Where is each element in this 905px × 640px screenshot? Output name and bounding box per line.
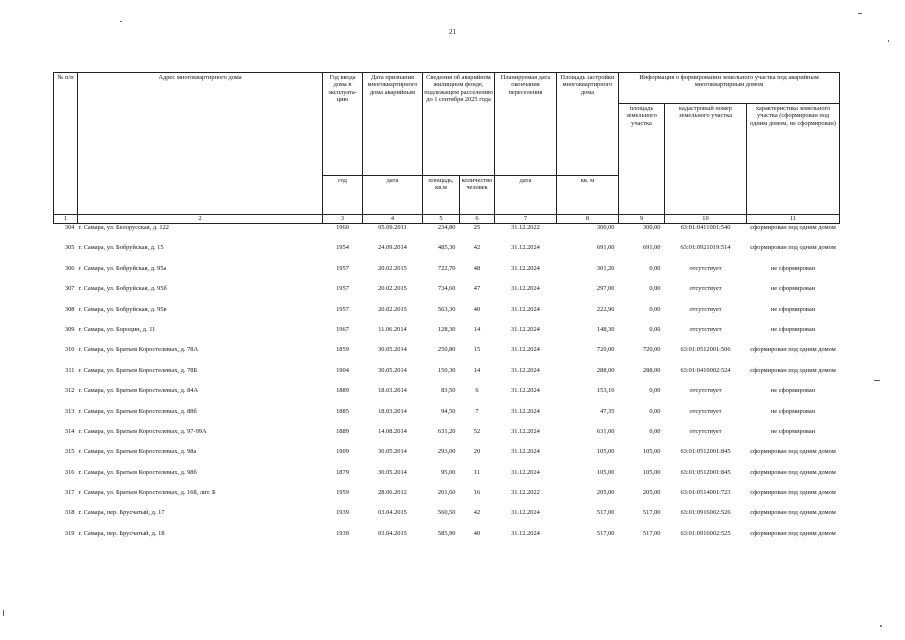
row-year-built: 1859 xyxy=(336,346,349,354)
row-date-recognized: 30.05.2014 xyxy=(378,468,407,476)
row-address: г. Самара, ул. Белорусская, д. 122 xyxy=(78,224,169,231)
header-no: № п/п xyxy=(54,73,78,215)
row-people: 14 xyxy=(473,325,481,333)
row-land-characteristic: сформирован под одним домом xyxy=(750,509,836,517)
row-land-area: 0,00 xyxy=(649,264,661,272)
table-row xyxy=(54,346,840,366)
column-number: 10 xyxy=(665,215,747,224)
row-number: 309 xyxy=(64,325,75,333)
table-row xyxy=(54,428,840,448)
column-number: 9 xyxy=(619,215,665,224)
row-planned-end: 31.12.2024 xyxy=(511,468,540,476)
row-planned-end: 31.12.2024 xyxy=(511,285,540,293)
row-year-built: 1909 xyxy=(336,448,349,456)
row-land-characteristic: сформирован под одним домом xyxy=(750,346,836,354)
row-year-built: 1960 xyxy=(336,224,349,231)
row-planned-end: 31.12.2024 xyxy=(511,366,540,374)
row-area: 83,50 xyxy=(441,387,456,395)
column-number: 2 xyxy=(78,215,323,224)
row-land-characteristic: сформирован под одним домом xyxy=(750,244,836,252)
row-year-built: 1885 xyxy=(336,407,349,415)
row-building-area: 105,00 xyxy=(596,468,615,476)
column-number: 1 xyxy=(54,215,78,224)
row-land-characteristic: не сформирован xyxy=(770,264,816,272)
table-body xyxy=(54,224,840,551)
row-area: 128,30 xyxy=(437,325,456,333)
row-land-characteristic: не сформирован xyxy=(770,325,816,333)
row-cadastral: отсутствует xyxy=(689,407,722,415)
row-address: г. Самара, ул. Бобруйская, д. 15 xyxy=(78,244,164,252)
row-cadastral: 63:01:0916002:525 xyxy=(680,529,731,537)
row-land-area: 288,00 xyxy=(642,366,661,374)
row-year-built: 1957 xyxy=(336,285,349,293)
row-area: 722,70 xyxy=(437,264,456,272)
row-land-area: 0,00 xyxy=(649,285,661,293)
row-year-built: 1959 xyxy=(336,489,349,497)
row-number: 307 xyxy=(64,285,75,293)
row-date-recognized: 20.02.2015 xyxy=(378,285,407,293)
row-address: г. Самара, ул. Бобруйская, д. 95б xyxy=(78,285,167,293)
row-planned-end: 31.12.2024 xyxy=(511,264,540,272)
row-year-built: 1967 xyxy=(336,325,349,333)
row-planned-end: 31.12.2022 xyxy=(511,489,540,497)
scan-speck xyxy=(858,13,862,14)
column-number: 5 xyxy=(423,215,460,224)
row-building-area: 205,00 xyxy=(596,489,615,497)
header-unit-date2: дата xyxy=(495,176,557,215)
row-number: 310 xyxy=(64,346,75,354)
row-year-built: 1889 xyxy=(336,387,349,395)
row-cadastral: 63:01:0512001:845 xyxy=(680,468,731,476)
table-row xyxy=(54,509,840,529)
row-date-recognized: 14.08.2014 xyxy=(378,427,407,435)
row-land-characteristic: не сформирован xyxy=(770,285,816,293)
scan-speck xyxy=(120,21,122,22)
row-people: 52 xyxy=(473,427,481,435)
row-cadastral: 63:01:0921019:514 xyxy=(680,244,731,252)
row-address: г. Самара, ул. Бороцин, д. 11 xyxy=(78,325,156,333)
row-planned-end: 31.12.2024 xyxy=(511,346,540,354)
row-area: 560,50 xyxy=(437,509,456,517)
row-land-area: 105,00 xyxy=(642,468,661,476)
table-row xyxy=(54,306,840,326)
row-area: 94,50 xyxy=(441,407,456,415)
row-land-area: 105,00 xyxy=(642,448,661,456)
row-number: 306 xyxy=(64,264,75,272)
table-row xyxy=(54,408,840,428)
row-address: г. Самара, ул. Бобруйская, д. 95а xyxy=(78,264,167,272)
row-land-area: 0,00 xyxy=(649,387,661,395)
row-cadastral: отсутствует xyxy=(689,305,722,313)
header-building-area: Площадь застройки многоквартирного дома xyxy=(557,73,619,176)
row-date-recognized: 03.04.2015 xyxy=(378,529,407,537)
row-number: 308 xyxy=(64,305,75,313)
row-land-area: 300,00 xyxy=(642,224,661,231)
row-area: 734,60 xyxy=(437,285,456,293)
row-date-recognized: 30.05.2014 xyxy=(378,346,407,354)
row-address: г. Самара, ул. Братьев Коростелевых, д. 98а xyxy=(78,448,197,456)
row-building-area: 47,35 xyxy=(600,407,615,415)
row-land-area: 0,00 xyxy=(649,427,661,435)
row-people: 16 xyxy=(473,489,481,497)
header-planned-end: Планируемая дата окончания переселения xyxy=(495,73,557,176)
row-date-recognized: 18.03.2014 xyxy=(378,387,407,395)
row-people: 47 xyxy=(473,285,481,293)
row-number: 312 xyxy=(64,387,75,395)
row-building-area: 222,90 xyxy=(596,305,615,313)
row-planned-end: 31.12.2024 xyxy=(511,387,540,395)
header-cadastral: кадастровый номер земельного участка xyxy=(665,104,747,215)
row-land-area: 0,00 xyxy=(649,305,661,313)
row-number: 314 xyxy=(64,427,75,435)
row-area: 563,30 xyxy=(437,305,456,313)
row-planned-end: 31.12.2022 xyxy=(511,224,540,231)
document-sheet xyxy=(53,72,839,550)
row-land-area: 517,00 xyxy=(642,509,661,517)
row-cadastral: отсутствует xyxy=(689,387,722,395)
row-address: г. Самара, ул. Братьев Коростелевых, д. 97-99А xyxy=(78,427,207,435)
table-header xyxy=(54,73,840,224)
table-row xyxy=(54,489,840,509)
table-row xyxy=(54,387,840,407)
header-year-built: Год ввода дома в эксплуата-цию xyxy=(323,73,363,176)
table-row xyxy=(54,448,840,468)
row-year-built: 1889 xyxy=(336,427,349,435)
row-building-area: 720,00 xyxy=(596,346,615,354)
row-cadastral: отсутствует xyxy=(689,325,722,333)
row-date-recognized: 20.02.2015 xyxy=(378,305,407,313)
row-number: 316 xyxy=(64,468,75,476)
row-planned-end: 31.12.2024 xyxy=(511,407,540,415)
row-building-area: 148,30 xyxy=(596,325,615,333)
header-date-recognized: Дата признания многоквартирного дома аварийным xyxy=(363,73,423,176)
row-number: 304 xyxy=(64,224,75,231)
row-date-recognized: 24.09.2014 xyxy=(378,244,407,252)
header-unit-people: количество человек xyxy=(460,176,495,215)
row-land-characteristic: сформирован под одним домом xyxy=(750,224,836,231)
row-year-built: 1954 xyxy=(336,244,349,252)
row-building-area: 517,00 xyxy=(596,529,615,537)
row-date-recognized: 30.05.2014 xyxy=(378,448,407,456)
row-cadastral: отсутствует xyxy=(689,285,722,293)
table-row xyxy=(54,244,840,264)
row-cadastral: 63:01:0514001:723 xyxy=(680,489,731,497)
table-row xyxy=(54,224,840,245)
row-number: 315 xyxy=(64,448,75,456)
row-people: 48 xyxy=(473,264,481,272)
row-planned-end: 31.12.2024 xyxy=(511,244,540,252)
header-land-area: площадь земельного участка xyxy=(619,104,665,215)
row-address: г. Самара, ул. Братьев Коростелевых, д. 84А xyxy=(78,387,199,395)
row-land-characteristic: сформирован под одним домом xyxy=(750,529,836,537)
row-planned-end: 31.12.2024 xyxy=(511,325,540,333)
row-address: г. Самара, ул. Братьев Коростелевых, д. 168, лит. Б xyxy=(78,489,216,497)
header-address: Адрес многоквартирного дома xyxy=(78,73,323,215)
header-unit-year: год xyxy=(323,176,363,215)
row-address: г. Самара, ул. Братьев Коростелевых, д. 98б xyxy=(78,468,197,476)
row-building-area: 105,00 xyxy=(596,448,615,456)
row-planned-end: 31.12.2024 xyxy=(511,529,540,537)
row-land-characteristic: сформирован под одним домом xyxy=(750,489,836,497)
row-building-area: 300,00 xyxy=(596,224,615,231)
row-cadastral: 63:01:0411001:540 xyxy=(680,224,731,231)
scan-speck xyxy=(874,380,880,381)
row-year-built: 1904 xyxy=(336,366,349,374)
column-number: 3 xyxy=(323,215,363,224)
row-planned-end: 31.12.2024 xyxy=(511,509,540,517)
row-date-recognized: 11.06.2014 xyxy=(378,325,407,333)
row-cadastral: 63:01:0512001:845 xyxy=(680,448,731,456)
row-area: 95,00 xyxy=(441,468,456,476)
table-row xyxy=(54,367,840,387)
row-land-characteristic: не сформирован xyxy=(770,427,816,435)
row-people: 42 xyxy=(473,244,481,252)
row-area: 201,60 xyxy=(437,489,456,497)
column-number: 7 xyxy=(495,215,557,224)
header-unit-date: дата xyxy=(363,176,423,215)
row-number: 318 xyxy=(64,509,75,517)
row-cadastral: отсутствует xyxy=(689,264,722,272)
row-people: 11 xyxy=(473,468,481,476)
row-year-built: 1957 xyxy=(336,305,349,313)
row-cadastral: 63:01:0410002:524 xyxy=(680,366,731,374)
row-building-area: 297,00 xyxy=(596,285,615,293)
row-area: 150,30 xyxy=(437,366,456,374)
scan-speck xyxy=(888,40,889,42)
table-row xyxy=(54,285,840,305)
row-land-area: 720,00 xyxy=(642,346,661,354)
scan-speck xyxy=(880,625,882,627)
row-land-characteristic: не сформирован xyxy=(770,387,816,395)
row-building-area: 691,00 xyxy=(596,244,615,252)
row-address: г. Самара, пер. Брусчатый, д. 17 xyxy=(78,509,165,517)
row-area: 631,20 xyxy=(437,427,456,435)
column-number: 6 xyxy=(460,215,495,224)
row-number: 313 xyxy=(64,407,75,415)
row-cadastral: отсутствует xyxy=(689,427,722,435)
row-date-recognized: 03.04.2015 xyxy=(378,509,407,517)
row-date-recognized: 20.02.2015 xyxy=(378,264,407,272)
row-year-built: 1939 xyxy=(336,529,349,537)
column-number-row xyxy=(54,215,840,224)
row-area: 585,90 xyxy=(437,529,456,537)
row-building-area: 301,20 xyxy=(596,264,615,272)
row-date-recognized: 05.09.2011 xyxy=(378,224,407,231)
row-number: 317 xyxy=(64,489,75,497)
row-number: 305 xyxy=(64,244,75,252)
row-people: 7 xyxy=(475,407,479,415)
row-people: 40 xyxy=(473,529,481,537)
row-land-area: 0,00 xyxy=(649,407,661,415)
row-number: 319 xyxy=(64,529,75,537)
row-cadastral: 63:01:0512001:506 xyxy=(680,346,731,354)
row-year-built: 1879 xyxy=(336,468,349,476)
row-people: 14 xyxy=(473,366,481,374)
column-number: 4 xyxy=(363,215,423,224)
row-planned-end: 31.12.2024 xyxy=(511,305,540,313)
header-land-info: Информация о формировании земельного участка под аварийным многоквартирным домом xyxy=(619,73,840,104)
row-land-area: 0,00 xyxy=(649,325,661,333)
row-area: 485,30 xyxy=(437,244,456,252)
table-row xyxy=(54,326,840,346)
row-land-characteristic: не сформирован xyxy=(770,407,816,415)
row-people: 20 xyxy=(473,448,481,456)
page-number: 21 xyxy=(449,28,456,36)
row-address: г. Самара, ул. Братьев Коростелевых, д. 78Б xyxy=(78,366,198,374)
row-building-area: 288,00 xyxy=(596,366,615,374)
row-area: 293,00 xyxy=(437,448,456,456)
row-people: 6 xyxy=(475,387,479,395)
row-date-recognized: 18.03.2014 xyxy=(378,407,407,415)
row-land-area: 691,00 xyxy=(642,244,661,252)
row-year-built: 1957 xyxy=(336,264,349,272)
header-land-characteristic: характеристика земельного участка (сформирован под одним домом, не сформирован) xyxy=(747,104,840,215)
row-land-area: 205,00 xyxy=(642,489,661,497)
row-land-characteristic: сформирован под одним домом xyxy=(750,448,836,456)
row-address: г. Самара, ул. Братьев Коростелевых, д. 88б xyxy=(78,407,197,415)
row-address: г. Самара, ул. Братьев Коростелевых, д. 78А xyxy=(78,346,199,354)
row-land-characteristic: сформирован под одним домом xyxy=(750,366,836,374)
row-year-built: 1939 xyxy=(336,509,349,517)
header-unit-sqm: кв. м xyxy=(557,176,619,215)
row-area: 234,80 xyxy=(437,224,456,231)
table-row xyxy=(54,530,840,550)
column-number: 8 xyxy=(557,215,619,224)
row-land-characteristic: сформирован под одним домом xyxy=(750,468,836,476)
column-number: 11 xyxy=(747,215,840,224)
row-cadastral: 63:01:0916002:526 xyxy=(680,509,731,517)
row-planned-end: 31.12.2024 xyxy=(511,427,540,435)
row-address: г. Самара, ул. Бобруйская, д. 95в xyxy=(78,305,167,313)
table-row xyxy=(54,265,840,285)
row-date-recognized: 30.05.2014 xyxy=(378,366,407,374)
row-people: 25 xyxy=(473,224,481,231)
row-building-area: 631,00 xyxy=(596,427,615,435)
row-land-characteristic: не сформирован xyxy=(770,305,816,313)
header-emergency-info: Сведения об аварийном жилищном фонде, подлежащем расселению до 1 сентября 2025 года xyxy=(423,73,495,176)
row-building-area: 517,00 xyxy=(596,509,615,517)
table-row xyxy=(54,469,840,489)
row-number: 311 xyxy=(65,366,75,374)
emergency-housing-table xyxy=(53,72,840,550)
row-people: 40 xyxy=(473,305,481,313)
row-date-recognized: 28.06.2012 xyxy=(378,489,407,497)
row-land-area: 517,00 xyxy=(642,529,661,537)
row-area: 250,80 xyxy=(437,346,456,354)
row-address: г. Самара, пер. Брусчатый, д. 18 xyxy=(78,529,165,537)
scan-speck xyxy=(3,610,4,616)
row-people: 42 xyxy=(473,509,481,517)
row-people: 15 xyxy=(473,346,481,354)
row-building-area: 153,10 xyxy=(596,387,615,395)
row-planned-end: 31.12.2024 xyxy=(511,448,540,456)
header-unit-area: площадь, кв.м xyxy=(423,176,460,215)
